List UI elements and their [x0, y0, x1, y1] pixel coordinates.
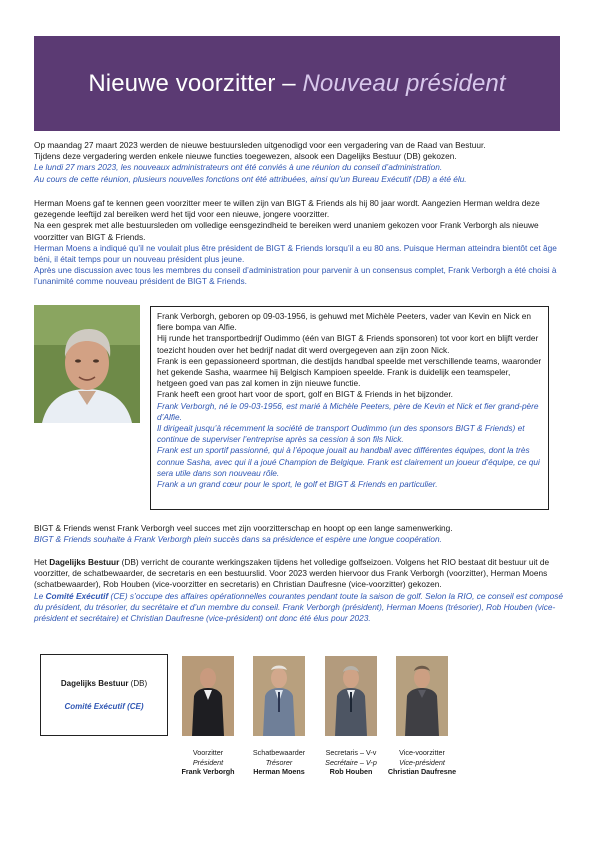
db-nl-bold: Dagelijks Bestuur [49, 557, 120, 567]
db-fr-pre: Le [34, 590, 46, 601]
committee-label-nl-bold: Dagelijks Bestuur [60, 679, 129, 688]
bio-fr-1: Frank Verborgh, né le 09-03-1956, est marié à Michèle Peeters, père de Kevin et Nick et fier grand-père d’Alfie. [157, 400, 539, 422]
wish-paragraph [34, 523, 564, 545]
member-role-nl: Voorzitter [192, 748, 224, 757]
committee-label-box [40, 654, 168, 736]
intro-fr-line-2: Au cours de cette réunion, plusieurs nouvelles fonctions ont été attribuées, ainsi qu’un Bureau Exécutif (DB) a été élu. [34, 173, 467, 184]
intro-nl-line-2: Tijdens deze vergadering werden enkele nieuwe functies toegewezen, alsook een Dagelijks Bestuur (DB) gekozen. [34, 151, 457, 162]
db-nl-post: (DB) verricht de courante werkingszaken tijdens het volledige golfseizoen. Volgens het RIO bestaat dit bestuur uit de voorzitter, de schatbewaarder, de secretaris en een bestuurslid. Voor 2023 werden hiervoor dus Frank Verborgh (voorzitter), Herman Moens (schatbewaarder), Rob Houben (vice-voorzitter en secretaris) en Christian Daufresne (vice-voorzitter) gekozen. [34, 557, 550, 590]
member-photo [325, 656, 377, 736]
election-fr-1: Herman Moens a indiqué qu’il ne voulait plus être président de BIGT & Friends lorsqu’il a eu 80 ans. Puisque Herman atteindra bientôt cet âge béni, il était temps pour un nouveau président plus jeune. [34, 242, 557, 265]
db-fr [34, 591, 564, 625]
committee-label-fr: Comité Exécutif (CE) [64, 702, 144, 711]
member-name: Frank Verborgh [181, 767, 235, 777]
election-nl-1: Herman Moens gaf te kennen geen voorzitter meer te willen zijn van BIGT & Friends als hij 80 jaar wordt. Aangezien Herman weldra deze gezegende leeftijd zal bereiken werd het tijd voor een nieuwe, jongere voorzitter. [34, 198, 540, 220]
member-photo [253, 656, 305, 736]
member-role-fr: Président [192, 757, 224, 767]
member-card-vice-president [380, 656, 464, 777]
bio-nl-3: Frank is een gepassioneerd sportman, die destijds handbal speelde met verschillende teams, waaronder het gekende Sasha, waarmee hij Belgisch Kampioen speelde. Frank is duidelijk een teamspeler, hetgeen goed van pas zal komen in zijn nieuwe functie. [157, 355, 542, 389]
bio-nl-4: Frank heeft een groot hart voor de sport, golf en BIGT & Friends in het bijzonder. [157, 389, 453, 400]
title-banner [34, 36, 560, 131]
title-french: Nouveau président [302, 69, 506, 97]
member-photo [396, 656, 448, 736]
election-paragraph [34, 198, 564, 288]
bio-nl-2: Hij runde het transportbedrijf Oudimmo (één van BIGT & Friends sponsoren) tot voor kort en blijft verder toezicht houden over het bedrijf nadat dit werd overgegeven aan zijn zoon Nick. [157, 333, 539, 355]
wish-fr: BIGT & Friends souhaite à Frank Verborgh plein succès dans sa présidence et espère une longue coopération. [34, 534, 442, 545]
title-dutch: Nieuwe voorzitter – [88, 69, 303, 97]
member-photo [182, 656, 234, 736]
bio-nl-1: Frank Verborgh, geboren op 09-03-1956, is gehuwd met Michèle Peeters, vader van Kevin en Nick en fiere bompa van Alfie. [157, 311, 532, 333]
bio-fr-2: Il dirigeait jusqu’à récemment la société de transport Oudimmo (un des sponsors BIGT & Friends) et continue de superviser l’entreprise après sa cession à son fils Nick. [157, 423, 525, 445]
intro-paragraph [34, 140, 564, 185]
member-role-fr: Vice-président [399, 757, 445, 767]
db-paragraph [34, 557, 564, 624]
intro-nl-line-1: Op maandag 27 maart 2023 werden de nieuwe bestuursleden uitgenodigd voor een vergadering van de Raad van Bestuur. [34, 140, 486, 150]
member-name: Herman Moens [253, 767, 305, 777]
member-role-fr: Trésorer [265, 757, 293, 767]
page-title [88, 70, 505, 98]
member-name: Christian Daufresne [387, 767, 457, 777]
member-role-fr: Secrétaire – V-p [325, 757, 377, 767]
member-role-nl: Secretaris – V-v [325, 748, 377, 757]
wish-nl: BIGT & Friends wenst Frank Verborgh veel succes met zijn voorzitterschap en hoopt op een lange samenwerking. [34, 523, 453, 533]
member-role-nl: Schatbewaarder [252, 748, 306, 757]
db-nl-pre: Het [34, 557, 50, 567]
election-nl-2: Na een gesprek met alle bestuursleden om volledige eensgezindheid te bereiken werd unaniem gekozen voor Frank Verborgh als nieuwe voorzitter van BIGT & Friends. [34, 220, 539, 242]
committee-label-nl [61, 679, 147, 688]
db-nl [34, 557, 564, 591]
db-fr-bold: Comité Exécutif [45, 590, 109, 601]
frank-verborgh-photo [34, 305, 140, 423]
member-name: Rob Houben [329, 767, 373, 777]
intro-fr-line-1: Le lundi 27 mars 2023, les nouveaux administrateurs ont été conviés à une réunion du conseil d’administration. [34, 162, 443, 173]
committee-label-nl-rest: (DB) [128, 679, 148, 688]
member-role-nl: Vice-voorzitter [399, 748, 445, 757]
bio-box [150, 306, 549, 510]
bio-fr-3: Frank est un sportif passionné, qui à l’époque jouait au handball avec différentes équipes, dont la très connue Sasha, avec qui il a joué Champion de Belgique. Frank est clairement un joueur d’équipe, ce qui sera utile dans son nouveau rôle. [157, 445, 540, 478]
election-fr-2: Après une discussion avec tous les membres du conseil d’administration pour parvenir à un consensus complet, Frank Verborgh a été choisi à l’unanimité comme nouveau président de BIGT & Friends. [34, 265, 557, 287]
bio-fr-4: Frank a un grand cœur pour le sport, le golf et BIGT & Friends en particulier. [157, 479, 438, 490]
db-fr-post: (CE) s’occupe des affaires opérationnelles courantes pendant toute la saison de golf. Selon la RIO, ce conseil est composé du président, du trésorier, du secrétaire et d’un membre du conseil. Frank Verborgh (président), Herman Moens (trésorier), Rob Houben (vice-président et secrétaire) et Christian Daufresne (vice-président) ont donc été élus pour 2023. [34, 590, 563, 624]
